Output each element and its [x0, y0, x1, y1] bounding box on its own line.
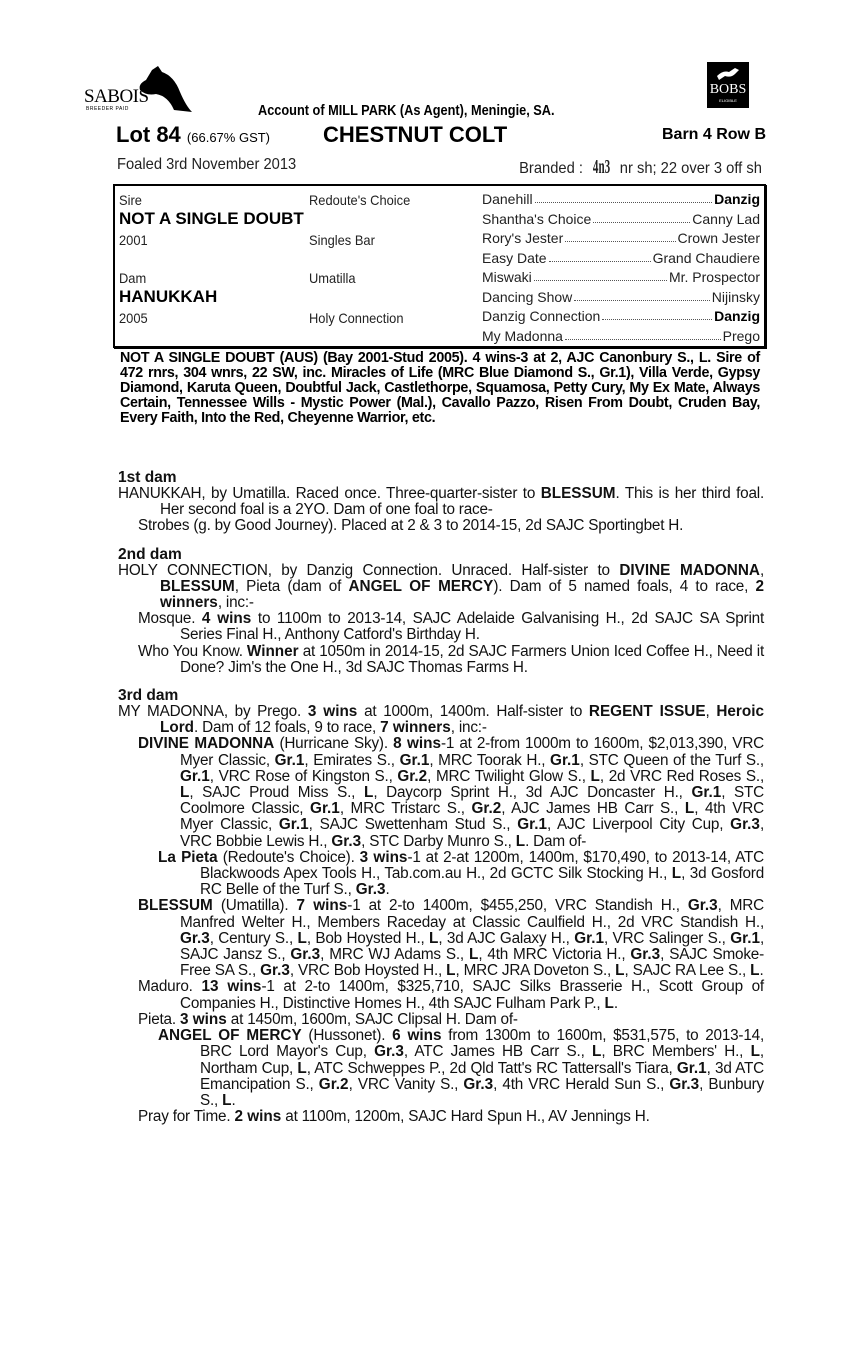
- highlight-text: L: [750, 1043, 760, 1061]
- produce-entry: [118, 518, 764, 534]
- bobs-logo-text: BOBS: [709, 82, 747, 97]
- highlight-text: L: [604, 994, 614, 1012]
- pedigree-ancestor: [482, 230, 760, 246]
- entry-text: , MRC Toorak H.,: [429, 751, 551, 769]
- bobs-logo: [707, 62, 749, 108]
- entry-text: (Hussonet).: [301, 1027, 393, 1045]
- entry-text: , MRC JRA Doveton S.,: [455, 962, 616, 980]
- ancestor-sire: Danzig: [714, 308, 760, 324]
- pedigree-ancestor: [482, 250, 760, 266]
- entry-text: , 3d ATC Emancipation S.,: [200, 1059, 764, 1093]
- highlight-text: Gr.3: [730, 816, 760, 834]
- dam-year: 2005: [119, 310, 148, 326]
- entry-text: -1 at 2-to 1400m, $325,710, SAJC Silks Brasserie H., Scott Group of Companies H., Distinctive Homes H., 4th SAJC Fulham Park P.,: [180, 978, 764, 1012]
- pedigree-ancestor: [482, 269, 760, 285]
- highlight-text: 4 wins: [201, 610, 252, 628]
- entry-text: MY MADONNA, by Prego.: [118, 703, 308, 721]
- highlight-text: L: [222, 1091, 232, 1109]
- highlight-text: L: [363, 784, 374, 802]
- produce-entry: [118, 1012, 764, 1028]
- highlight-text: REGENT ISSUE: [588, 703, 706, 721]
- gst-note: (66.67% GST): [186, 130, 271, 145]
- dam-name: HANUKKAH: [119, 287, 218, 306]
- produce-entry: [118, 1109, 764, 1125]
- highlight-text: Gr.1: [574, 929, 604, 947]
- entry-text: at 1000m, 1400m. Half-sister to: [357, 703, 589, 721]
- entry-text: . Dam of 12 foals, 9 to race,: [194, 719, 381, 737]
- brand-text: nr sh; 22 over 3 off sh: [619, 160, 762, 177]
- produce-entry: [118, 850, 764, 899]
- entry-text: , Bunbury S.,: [200, 1075, 764, 1109]
- ancestor-name: Shantha's Choice: [482, 210, 592, 227]
- ancestor-sire: Grand Chaudiere: [652, 249, 760, 266]
- produce-entry: [118, 1028, 764, 1109]
- branded: [519, 156, 762, 179]
- pedigree-ancestor: [482, 289, 760, 305]
- highlight-text: L: [180, 784, 190, 802]
- entry-text: , 4th VRC Herald Sun S.,: [493, 1075, 670, 1093]
- sabois-logo-text: SABOIS: [84, 86, 149, 107]
- entry-text: at 1100m, 1200m, SAJC Hard Spun H., AV Jennings H.: [281, 1108, 650, 1126]
- sabois-logo-subtext: BREEDER PAID: [86, 106, 129, 112]
- entry-text: Pray for Time.: [138, 1108, 235, 1126]
- highlight-text: Gr.3: [260, 962, 290, 980]
- leader-dots: [534, 269, 667, 281]
- entry-text: , VRC Vanity S.,: [348, 1075, 464, 1093]
- highlight-text: L: [468, 946, 479, 964]
- entry-text: ). Dam of 5 named foals, 4 to race,: [493, 577, 756, 595]
- highlight-text: 2 wins: [234, 1108, 282, 1126]
- highlight-text: L: [297, 929, 307, 947]
- entry-text: , STC Coolmore Classic,: [180, 784, 764, 818]
- entry-text: , SAJC Smoke-Free SA S.,: [180, 946, 764, 980]
- entry-text: , 4th MRC Victoria H.,: [478, 946, 631, 964]
- foaled-date: Foaled 3rd November 2013: [117, 156, 297, 173]
- highlight-text: L: [446, 962, 456, 980]
- entry-text: , SAJC Proud Miss S.,: [189, 784, 364, 802]
- pedigree-ancestor: [482, 308, 760, 324]
- highlight-text: Gr.1: [310, 800, 340, 818]
- entry-text: at 1050m in 2014-15, 2d SAJC Farmers Union Iced Coffee H., Need it Done? Jim's the One H., 3d SAJC Thomas Farms H.: [180, 642, 764, 676]
- racehorse-icon: [715, 66, 741, 82]
- branded-label: Branded :: [519, 160, 584, 177]
- highlight-text: Gr.1: [274, 751, 305, 769]
- dam-label: Dam: [119, 270, 147, 286]
- produce-entry: [118, 563, 764, 612]
- produce-entry: [118, 611, 764, 643]
- entry-text: HOLY CONNECTION, by Danzig Connection. Unraced. Half-sister to: [118, 561, 620, 579]
- entry-text: (Umatilla).: [212, 897, 297, 915]
- entry-text: , Pieta (dam of: [234, 577, 349, 595]
- highlight-text: L: [297, 1059, 307, 1077]
- lot-number: [116, 122, 270, 148]
- entry-text: .: [231, 1091, 236, 1109]
- ancestor-name: My Madonna: [482, 327, 563, 344]
- highlight-text: ANGEL OF MERCY: [348, 577, 494, 595]
- entry-text: Who You Know.: [138, 642, 247, 660]
- entry-text: , BRC Members' H.,: [601, 1043, 751, 1061]
- highlight-text: 3 wins: [179, 1010, 227, 1028]
- leader-dots: [593, 211, 690, 223]
- highlight-text: L: [750, 962, 760, 980]
- entry-text: , 3d Gosford RC Belle of the Turf S.,: [200, 865, 764, 899]
- ancestor-sire: Mr. Prospector: [668, 269, 760, 285]
- entry-text: , STC Darby Munro S.,: [361, 832, 516, 850]
- highlight-text: Gr.3: [687, 897, 718, 915]
- entry-text: to 1100m to 2013-14, SAJC Adelaide Galvanising H., 2d SAJC SA Sprint Series Final H., Anthony Catford's Birthday H.: [180, 610, 764, 644]
- highlight-text: La Pieta: [158, 848, 218, 866]
- entry-text: , VRC Bobbie Lewis H.,: [180, 816, 764, 850]
- ancestor-name: Danehill: [482, 191, 533, 207]
- leader-dots: [549, 250, 651, 262]
- highlight-text: Gr.1: [550, 751, 580, 769]
- entry-text: HANUKKAH, by Umatilla. Raced once. Three-quarter-sister to: [118, 485, 541, 502]
- produce-entry: [118, 704, 764, 736]
- dam-section: [118, 470, 764, 535]
- entry-text: .: [385, 881, 390, 899]
- entry-text: , 4th VRC Myer Classic,: [180, 800, 764, 834]
- highlight-text: 7 wins: [296, 897, 348, 915]
- entry-text: . Dam of-: [525, 832, 587, 850]
- sire-year: 2001: [119, 232, 148, 248]
- highlight-text: L: [684, 800, 695, 818]
- entry-text: , STC Queen of the Turf S.,: [579, 751, 764, 769]
- entry-text: , MRC Manfred Welter H., Members Raceday at Classic Caulfield H., 2d VRC Standish H.,: [180, 897, 764, 931]
- highlight-text: DIVINE MADONNA: [619, 561, 760, 579]
- entry-text: , inc:-: [450, 719, 487, 737]
- entry-text: ,: [759, 561, 764, 579]
- sire-sire: Redoute's Choice: [309, 192, 411, 208]
- entry-text: , Emirates S.,: [304, 751, 400, 769]
- leader-dots: [565, 328, 721, 340]
- highlight-text: Gr.1: [278, 816, 309, 834]
- entry-text: (Redoute's Choice).: [217, 848, 360, 866]
- highlight-text: Gr.2: [318, 1075, 349, 1093]
- ancestor-name: Rory's Jester: [482, 230, 564, 246]
- ancestor-sire: Nijinsky: [711, 288, 760, 305]
- highlight-text: L: [615, 962, 625, 980]
- section-heading: 2nd dam: [118, 545, 182, 563]
- highlight-text: Gr.1: [517, 816, 547, 834]
- produce-entry: [118, 979, 764, 1011]
- highlight-text: Gr.3: [180, 929, 210, 947]
- highlight-text: Gr.1: [180, 767, 210, 785]
- entry-text: , SAJC Jansz S.,: [180, 929, 765, 964]
- entry-text: , 2d VRC Red Roses S.,: [599, 767, 764, 785]
- ancestor-name: Danzig Connection: [482, 308, 601, 324]
- highlight-text: Gr.1: [730, 929, 760, 947]
- vendor: Account of MILL PARK (As Agent), Meningie, SA.: [258, 102, 555, 119]
- entry-text: -1 at 2-to 1400m, $455,250, VRC Standish H.,: [347, 897, 688, 915]
- entry-text: , Daycorp Sprint H., 3d AJC Doncaster H.,: [373, 784, 692, 802]
- ancestor-sire: Prego: [722, 327, 760, 344]
- highlight-text: Gr.3: [463, 1075, 494, 1093]
- highlight-text: Gr.3: [374, 1043, 404, 1061]
- sire-label: Sire: [119, 192, 142, 208]
- entry-text: from 1300m to 1600m, $531,575, to 2013-14, BRC Lord Mayor's Cup,: [200, 1027, 764, 1061]
- ancestor-sire: Canny Lad: [692, 210, 760, 227]
- section-heading: 1st dam: [118, 469, 177, 486]
- entry-text: Pieta.: [138, 1010, 180, 1028]
- highlight-text: Gr.1: [676, 1059, 707, 1077]
- highlight-text: 13 wins: [201, 978, 262, 996]
- entry-text: Mosque.: [138, 610, 202, 628]
- pedigree-ancestor: [482, 211, 760, 227]
- highlight-text: Winner: [246, 642, 299, 660]
- entry-text: , SAJC Swettenham Stud S.,: [308, 816, 518, 834]
- entry-text: , VRC Bob Hoysted H.,: [289, 962, 447, 980]
- highlight-text: L: [592, 1043, 602, 1061]
- entry-text: at 1450m, 1600m, SAJC Clipsal H. Dam of-: [226, 1010, 518, 1028]
- leader-dots: [574, 289, 709, 301]
- section-heading: 3rd dam: [118, 687, 179, 705]
- highlight-text: Gr.2: [397, 767, 428, 785]
- ancestor-name: Easy Date: [482, 249, 547, 266]
- dam-dam: Holy Connection: [309, 310, 404, 326]
- highlight-text: L: [590, 767, 600, 785]
- pedigree-ancestor: [482, 328, 760, 344]
- highlight-text: 3 wins: [307, 703, 358, 721]
- entry-text: , Century S.,: [209, 929, 298, 947]
- entry-text: .: [759, 962, 764, 980]
- highlight-text: 3 wins: [359, 848, 408, 866]
- highlight-text: Gr.3: [290, 946, 321, 964]
- produce-entry: [118, 644, 764, 676]
- highlight-text: Gr.3: [355, 881, 386, 899]
- family-details: [118, 470, 764, 1125]
- highlight-text: BLESSUM: [138, 897, 213, 915]
- ancestor-name: Dancing Show: [482, 288, 573, 305]
- entry-text: -1 at 2-at 1200m, 1400m, $170,490, to 2013-14, ATC Blackwoods Apex Tools H., Tab.com.au H., 2d GCTC Silk Stocking H.,: [200, 848, 764, 883]
- produce-entry: [118, 736, 764, 849]
- barn-location: Barn 4 Row B: [661, 126, 766, 143]
- sire-name: NOT A SINGLE DOUBT: [119, 209, 304, 228]
- entry-text: , SAJC RA Lee S.,: [624, 962, 751, 980]
- highlight-text: Gr.3: [630, 946, 661, 964]
- highlight-text: 6 wins: [392, 1027, 442, 1045]
- sire-summary: NOT A SINGLE DOUBT (AUS) (Bay 2001-Stud 2005). 4 wins-3 at 2, AJC Canonbury S., L. Sire of 472 rnrs, 304 wnrs, 22 SW, inc. Miracles of Life (MRC Blue Diamond S., Gr.1), Villa Verde, Gypsy Diamond, Karuta Queen, Doubtful Jack, Castlethorpe, Squamosa, Petty Cury, My Ex Mate, Always Certain, Tennessee Wills - Mystic Power (Mal.), Cavallo Pazzo, Risen From Doubt, Cruden Bay, Every Faith, Into the Red, Cheyenne Warrior, etc.: [120, 350, 760, 426]
- entry-text: -1 at 2-from 1000m to 1600m, $2,013,390, VRC Myer Classic,: [180, 735, 765, 769]
- entry-text: ,: [705, 703, 717, 721]
- highlight-text: Gr.1: [691, 784, 722, 802]
- entry-text: , ATC James HB Carr S.,: [403, 1043, 593, 1061]
- highlight-text: DIVINE MADONNA: [138, 735, 275, 753]
- entry-text: , VRC Salinger S.,: [603, 929, 731, 947]
- sabois-logo: [84, 66, 199, 116]
- leader-dots: [602, 308, 712, 320]
- dam-section: [118, 547, 764, 676]
- highlight-text: Heroic Lord: [160, 703, 764, 737]
- entry-text: , inc:-: [217, 594, 254, 612]
- entry-text: , Northam Cup,: [200, 1043, 764, 1077]
- lot-description: CHESTNUT COLT: [323, 122, 508, 147]
- highlight-text: BLESSUM: [540, 485, 616, 502]
- entry-text: , Bob Hoysted H.,: [306, 929, 430, 947]
- pedigree-table: [113, 184, 766, 348]
- entry-text: , MRC Twilight Glow S.,: [427, 767, 591, 785]
- highlight-text: Gr.3: [331, 832, 362, 850]
- highlight-text: Gr.1: [399, 751, 430, 769]
- ancestor-sire: Crown Jester: [677, 230, 760, 246]
- lot-header: [116, 122, 766, 148]
- dam-sire: Umatilla: [309, 270, 356, 286]
- ancestor-name: Miswaki: [482, 269, 532, 285]
- highlight-text: 7 winners: [380, 719, 451, 737]
- entry-text: Strobes (g. by Good Journey). Placed at 2 & 3 to 2014-15, 2d SAJC Sportingbet H.: [138, 517, 684, 535]
- bobs-logo-subtext: ELIGIBLE: [719, 98, 737, 103]
- entry-text: , MRC Tristarc S.,: [339, 800, 472, 818]
- entry-text: , MRC WJ Adams S.,: [320, 946, 469, 964]
- highlight-text: L: [429, 929, 439, 947]
- produce-entry: [118, 898, 764, 979]
- entry-text: (Hurricane Sky).: [274, 735, 394, 753]
- entry-text: , AJC Liverpool City Cup,: [546, 816, 731, 834]
- ancestor-sire: Danzig: [714, 191, 760, 207]
- highlight-text: 8 wins: [393, 735, 441, 753]
- highlight-text: 2 winners: [160, 577, 764, 612]
- highlight-text: Gr.3: [669, 1075, 700, 1093]
- entry-text: , AJC James HB Carr S.,: [501, 800, 685, 818]
- dam-section: [118, 688, 764, 1125]
- leader-dots: [535, 191, 713, 203]
- highlight-text: Gr.2: [471, 800, 502, 818]
- highlight-text: L: [671, 865, 682, 883]
- highlight-text: ANGEL OF MERCY: [158, 1027, 302, 1045]
- entry-text: , 3d AJC Galaxy H.,: [438, 929, 575, 947]
- highlight-text: BLESSUM: [160, 577, 235, 595]
- lot-label: Lot 84: [116, 122, 181, 147]
- entry-text: . This is her third foal. Her second foal is a 2YO. Dam of one foal to race-: [160, 485, 764, 519]
- entry-text: , VRC Rose of Kingston S.,: [209, 767, 398, 785]
- entry-text: .: [613, 994, 618, 1012]
- sire-dam: Singles Bar: [309, 232, 375, 248]
- leader-dots: [565, 230, 675, 242]
- highlight-text: L: [515, 832, 526, 850]
- pedigree-ancestor: [482, 191, 760, 207]
- produce-entry: [118, 486, 764, 518]
- entry-text: , ATC Schweppes P., 2d Qld Tatt's RC Tattersall's Tiara,: [306, 1059, 677, 1077]
- entry-text: Maduro.: [138, 978, 202, 996]
- brand-mark: 4n3: [592, 156, 611, 178]
